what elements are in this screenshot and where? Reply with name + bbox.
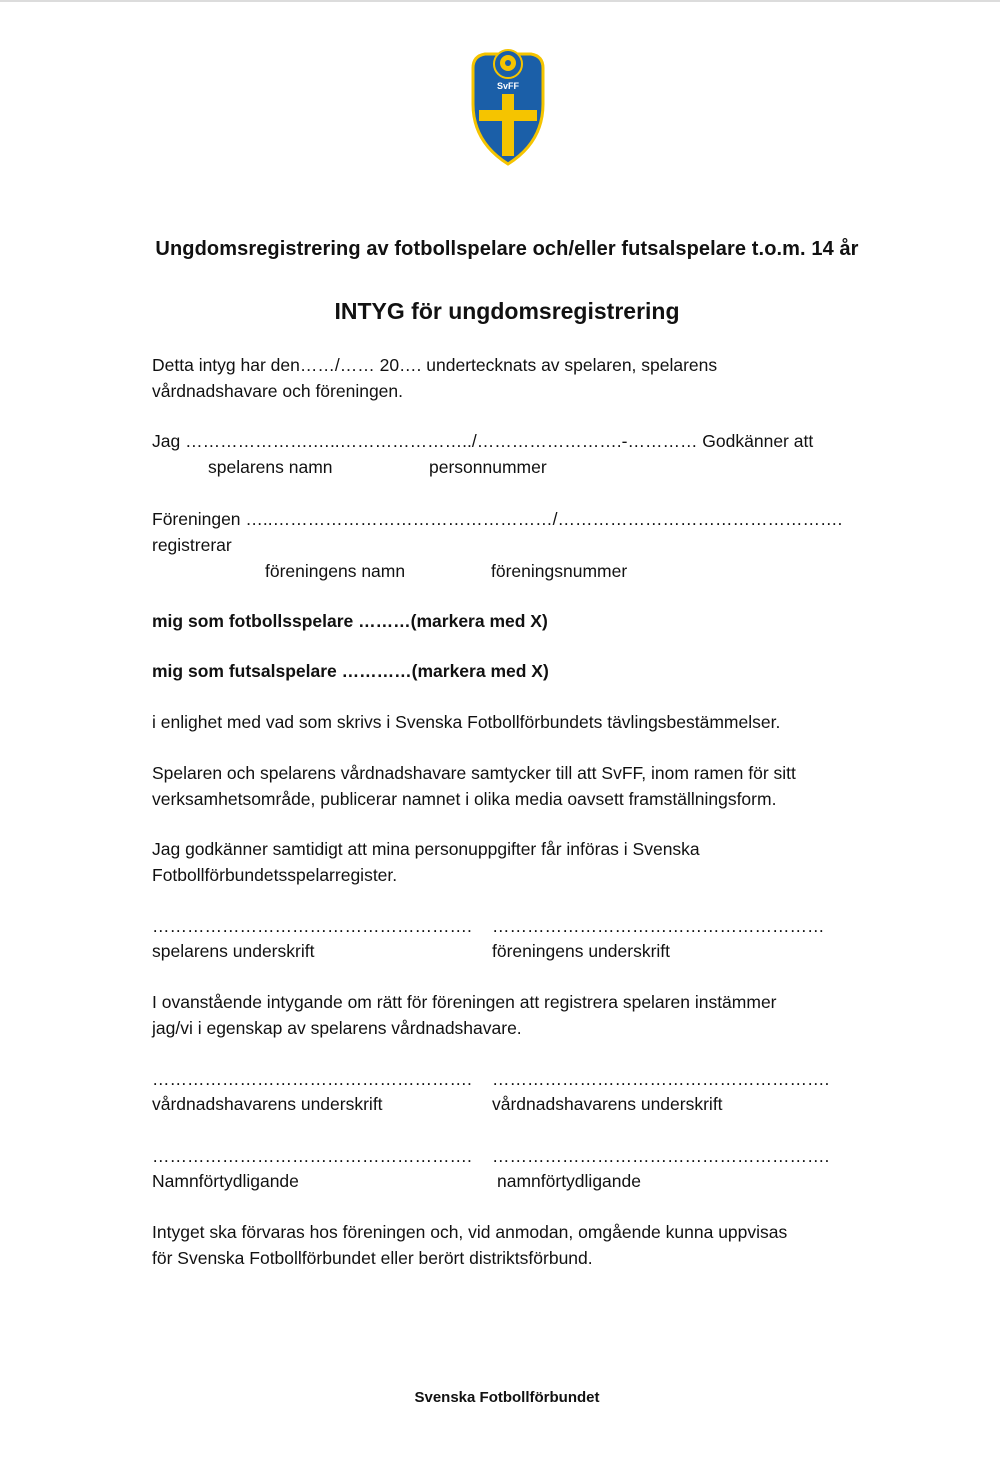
- footer-organisation: Svenska Fotbollförbundet: [414, 1389, 600, 1406]
- signature-line-vardnadshavare-2: ………………………………………………….: [492, 1069, 830, 1089]
- label-foreningsnummer: föreningsnummer: [491, 561, 628, 581]
- intro-line-2: vårdnadshavare och föreningen.: [152, 381, 404, 401]
- document-subtitle: INTYG för ungdomsregistrering: [334, 298, 680, 324]
- forvaring-line-1: Intyget ska förvaras hos föreningen och, vid anmodan, omgående kunna uppvisas: [152, 1222, 788, 1242]
- foreningen-line: Föreningen …..…………………………………………/………………………………………….: [152, 509, 843, 529]
- signature-line-namnfortydligande-2: ………………………………………………….: [492, 1146, 830, 1166]
- signature-line-forening: …………………………………………………: [492, 916, 825, 936]
- jag-line: Jag ………………….…..…………………../…………………….-………… Godkänner att: [152, 431, 814, 451]
- forvaring-line-2: för Svenska Fotbollförbundet eller berört distriktsförbund.: [152, 1248, 593, 1268]
- label-namnfortydligande-1: Namnförtydligande: [152, 1171, 299, 1191]
- label-vardnadshavarens-underskrift-2: vårdnadshavarens underskrift: [492, 1094, 723, 1114]
- top-border: [0, 0, 1000, 2]
- svff-crest-logo: [469, 42, 547, 166]
- signature-line-spelare: ……………………………………………….: [152, 916, 472, 936]
- label-spelarens-namn: spelarens namn: [208, 457, 333, 477]
- samtycke-line-2: verksamhetsområde, publicerar namnet i olika media oavsett framställningsform.: [152, 789, 777, 809]
- svg-text:SvFF: SvFF: [496, 81, 520, 91]
- checkbox-futsalspelare: mig som futsalspelare …………(markera med X): [152, 661, 549, 681]
- godkanner-line-1: Jag godkänner samtidigt att mina personuppgifter får införas i Svenska: [152, 839, 700, 859]
- vardnad-intro-line-2: jag/vi i egenskap av spelarens vårdnadshavare.: [152, 1018, 522, 1038]
- document-title: Ungdomsregistrering av fotbollspelare och/eller futsalspelare t.o.m. 14 år: [155, 238, 859, 260]
- intro-line-1: Detta intyg har den……/…… 20…. undertecknats av spelaren, spelarens: [152, 355, 718, 375]
- label-foreningens-namn: föreningens namn: [265, 561, 406, 581]
- samtycke-line-1: Spelaren och spelarens vårdnadshavare samtycker till att SvFF, inom ramen för sitt: [152, 763, 796, 783]
- checkbox-fotbollsspelare: mig som fotbollsspelare ………(markera med X): [152, 611, 548, 631]
- foreningen-registrerar: registrerar: [152, 535, 232, 555]
- label-namnfortydligande-2: namnförtydligande: [497, 1171, 641, 1191]
- label-personnummer: personnummer: [429, 457, 547, 477]
- signature-line-namnfortydligande-1: ……………………………………………….: [152, 1146, 472, 1166]
- signature-line-vardnadshavare-1: ……………………………………………….: [152, 1069, 472, 1089]
- label-foreningens-underskrift: föreningens underskrift: [492, 941, 671, 961]
- label-spelarens-underskrift: spelarens underskrift: [152, 941, 315, 961]
- enlighet-text: i enlighet med vad som skrivs i Svenska Fotbollförbundets tävlingsbestämmelser.: [152, 712, 781, 732]
- label-vardnadshavarens-underskrift-1: vårdnadshavarens underskrift: [152, 1094, 383, 1114]
- godkanner-line-2: Fotbollförbundetsspelarregister.: [152, 865, 398, 885]
- vardnad-intro-line-1: I ovanstående intygande om rätt för föreningen att registrera spelaren instämmer: [152, 992, 777, 1012]
